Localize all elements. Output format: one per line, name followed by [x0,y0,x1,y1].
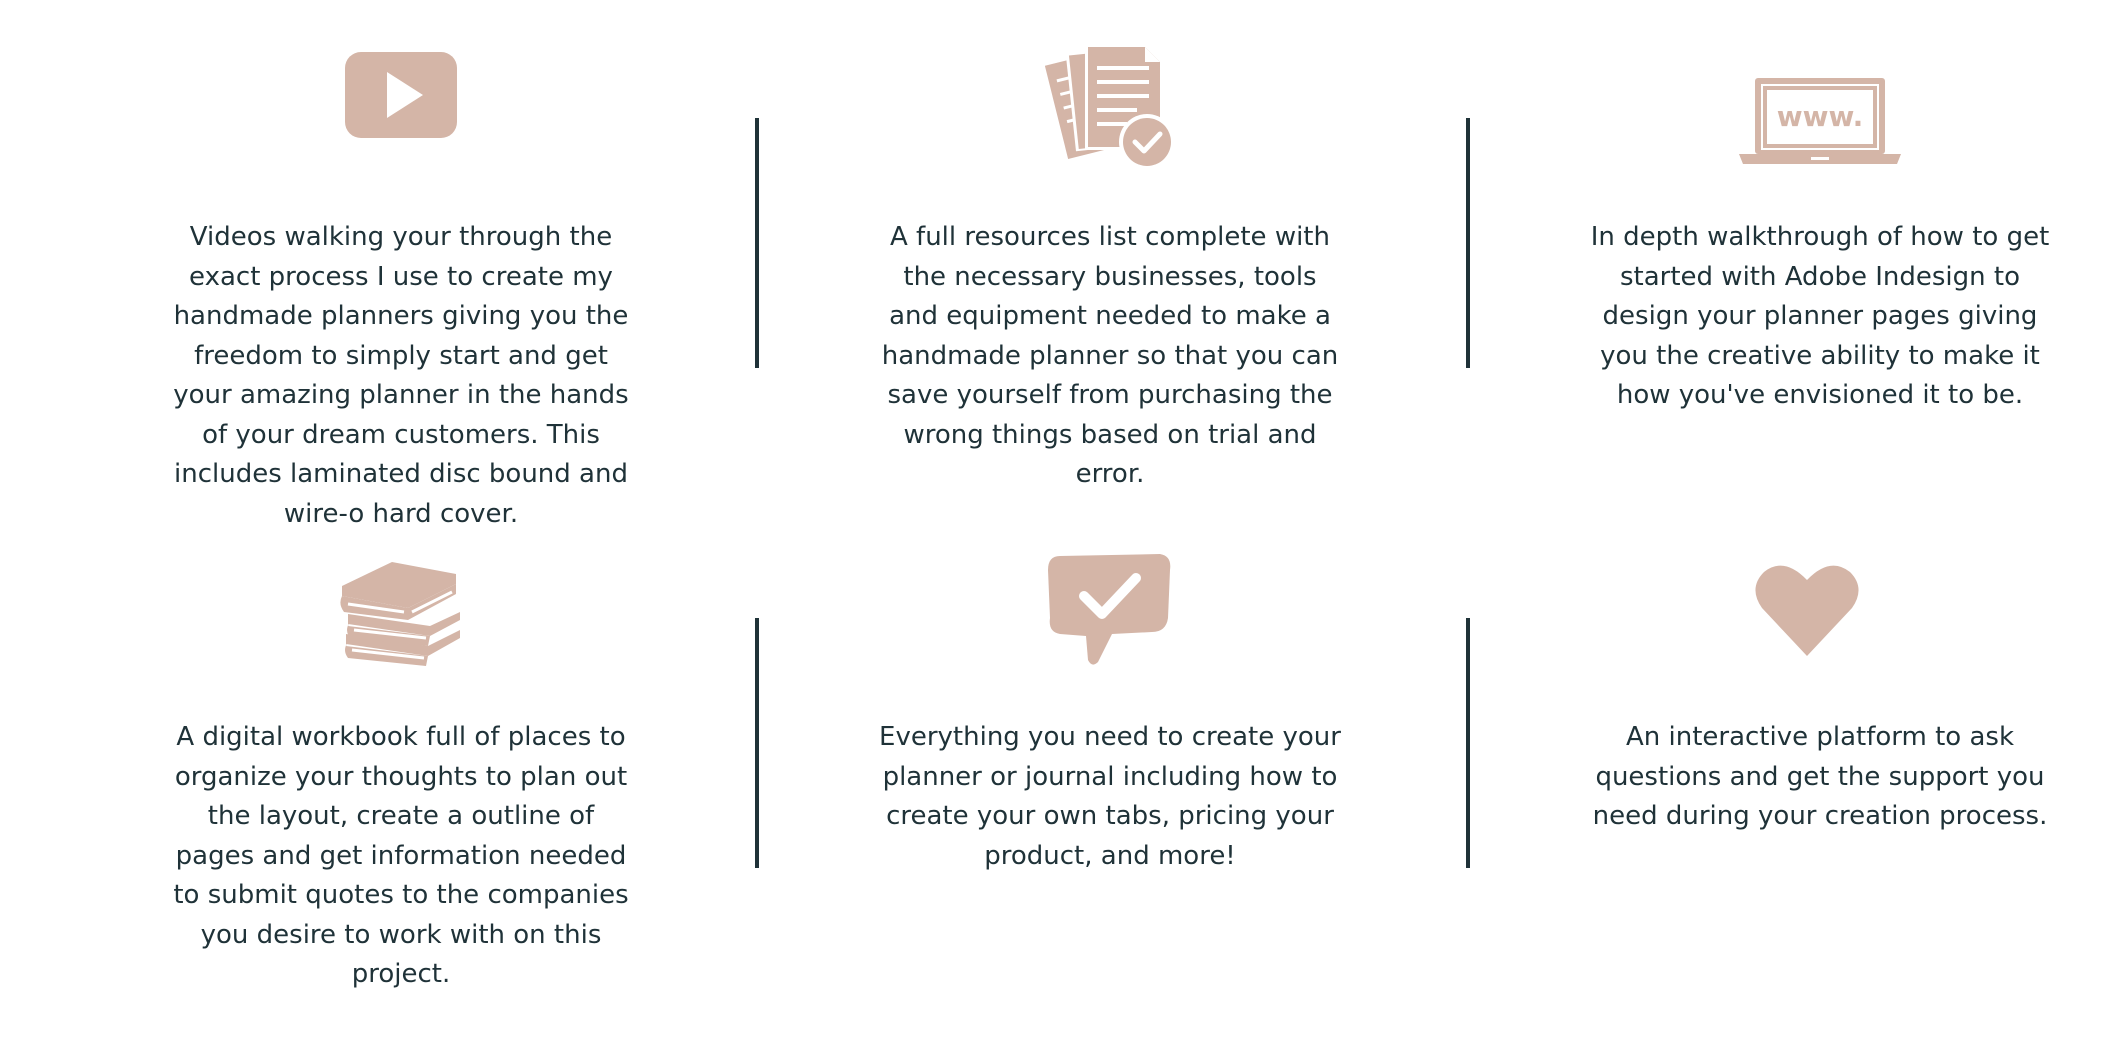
laptop-www-text: www. [1776,100,1864,133]
feature-workbook-text: A digital workbook full of places to organize your thoughts to plan out the layout, create a outline of pages and get information needed to submit quotes to the companies you desire to work with on this project. [173,722,629,989]
feature-indesign-text: In depth walkthrough of how to get started with Adobe Indesign to design your planner pages giving you the creative ability to make it how you've envisioned it to be. [1590,222,2050,410]
divider [1466,618,1470,868]
divider [1466,118,1470,368]
feature-videos-text: Videos walking your through the exact process I use to create my handmade planners giving you the freedom to simply start and get your amazing planner in the hands of your dream customers. This includes laminated disc bound and wire-o hard cover. [173,222,629,529]
divider [755,118,759,368]
feature-resources-text: A full resources list complete with the necessary businesses, tools and equipment needed to make a handmade planner so that you can save yourself from purchasing the wrong things based on trial and error. [881,222,1339,489]
laptop-www-icon [1739,76,1901,164]
books-stack-icon [338,560,464,668]
feature-platform-text: An interactive platform to ask questions and get the support you need during your creation process. [1592,722,2048,831]
chat-check-icon [1046,552,1174,668]
heart-icon [1754,560,1860,658]
documents-check-icon [1045,42,1175,172]
feature-everything-text: Everything you need to create your planner or journal including how to create your own tabs, pricing your product, and more! [879,722,1341,871]
video-play-icon [345,52,457,138]
divider [755,618,759,868]
